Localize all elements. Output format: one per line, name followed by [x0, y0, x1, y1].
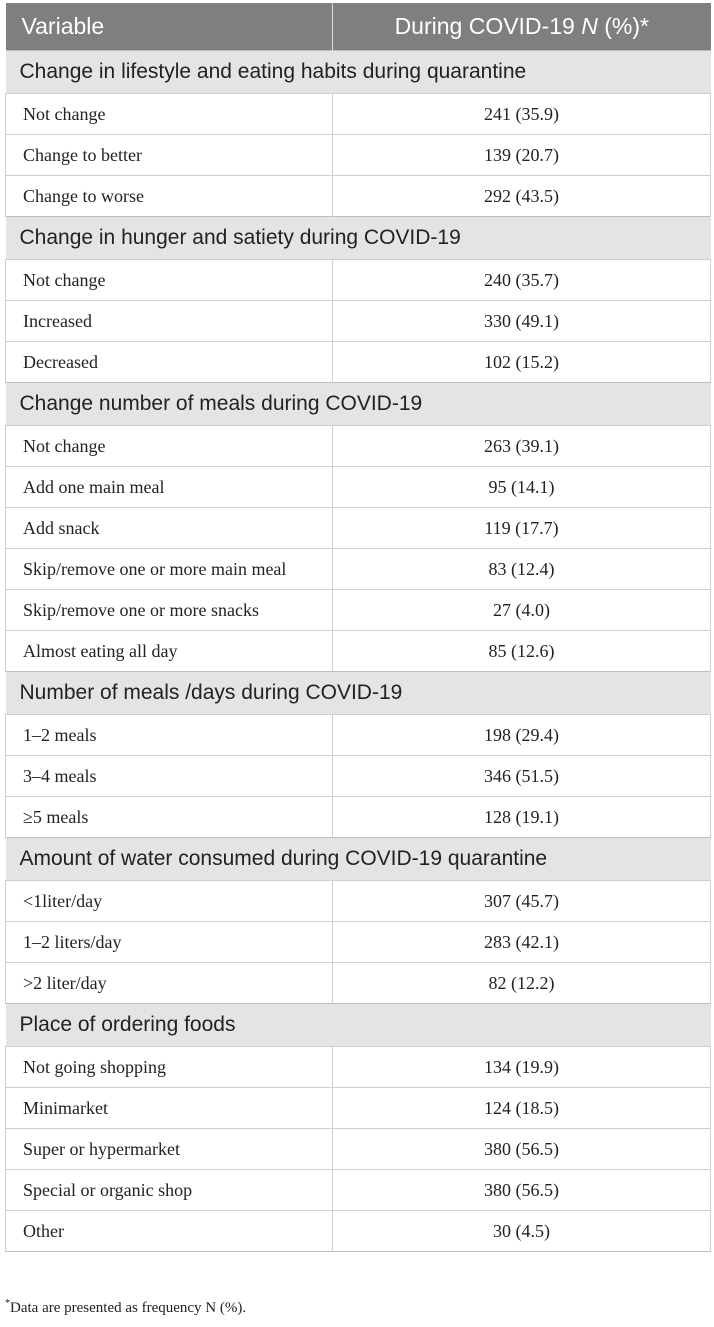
- row-label: Change to worse: [6, 176, 333, 217]
- row-value: 346 (51.5): [333, 756, 711, 797]
- table-row: [6, 756, 711, 797]
- table-row: [6, 922, 711, 963]
- footnote: [5, 1298, 246, 1317]
- row-label: Decreased: [6, 342, 333, 383]
- row-label: Super or hypermarket: [6, 1129, 333, 1170]
- row-value: 27 (4.0): [333, 590, 711, 631]
- row-value: 263 (39.1): [333, 426, 711, 467]
- section-row: [6, 838, 711, 881]
- data-table: [5, 3, 711, 1252]
- row-value: 85 (12.6): [333, 631, 711, 672]
- table-row: [6, 1170, 711, 1211]
- row-value: 95 (14.1): [333, 467, 711, 508]
- row-value: 134 (19.9): [333, 1047, 711, 1088]
- table-row: [6, 1047, 711, 1088]
- row-label: Change to better: [6, 135, 333, 176]
- row-value: 124 (18.5): [333, 1088, 711, 1129]
- section-title: Number of meals /days during COVID-19: [6, 672, 711, 715]
- row-label: ≥5 meals: [6, 797, 333, 838]
- row-label: Add one main meal: [6, 467, 333, 508]
- row-value: 83 (12.4): [333, 549, 711, 590]
- row-label: Not change: [6, 94, 333, 135]
- section-row: [6, 383, 711, 426]
- row-value: 330 (49.1): [333, 301, 711, 342]
- section-title: Amount of water consumed during COVID-19 quarantine: [6, 838, 711, 881]
- row-value: 380 (56.5): [333, 1129, 711, 1170]
- row-value: 307 (45.7): [333, 881, 711, 922]
- row-value: 240 (35.7): [333, 260, 711, 301]
- table-row: [6, 1088, 711, 1129]
- row-label: >2 liter/day: [6, 963, 333, 1004]
- section-row: [6, 1004, 711, 1047]
- row-value: 128 (19.1): [333, 797, 711, 838]
- header-during-n: N: [581, 13, 598, 39]
- table-row: [6, 301, 711, 342]
- section-row: [6, 672, 711, 715]
- table-row: [6, 715, 711, 756]
- row-label: Not change: [6, 260, 333, 301]
- row-label: 1–2 liters/day: [6, 922, 333, 963]
- row-label: Increased: [6, 301, 333, 342]
- row-label: Minimarket: [6, 1088, 333, 1129]
- row-value: 380 (56.5): [333, 1170, 711, 1211]
- row-label: Add snack: [6, 508, 333, 549]
- row-label: 3–4 meals: [6, 756, 333, 797]
- row-label: Special or organic shop: [6, 1170, 333, 1211]
- row-label: <1liter/day: [6, 881, 333, 922]
- row-value: 30 (4.5): [333, 1211, 711, 1252]
- section-title: Change in lifestyle and eating habits during quarantine: [6, 51, 711, 94]
- table-row: [6, 426, 711, 467]
- row-value: 119 (17.7): [333, 508, 711, 549]
- table-row: [6, 135, 711, 176]
- header-during-prefix: During COVID-19: [394, 13, 582, 39]
- row-label: Not going shopping: [6, 1047, 333, 1088]
- table-header: [6, 3, 711, 51]
- row-label: Not change: [6, 426, 333, 467]
- row-value: 139 (20.7): [333, 135, 711, 176]
- row-value: 292 (43.5): [333, 176, 711, 217]
- row-label: Other: [6, 1211, 333, 1252]
- table-row: [6, 176, 711, 217]
- footnote-marker: *: [5, 1298, 10, 1309]
- section-row: [6, 51, 711, 94]
- section-title: Place of ordering foods: [6, 1004, 711, 1047]
- table-row: [6, 590, 711, 631]
- header-during-suffix: (%)*: [597, 13, 649, 39]
- row-label: 1–2 meals: [6, 715, 333, 756]
- row-value: 82 (12.2): [333, 963, 711, 1004]
- section-row: [6, 217, 711, 260]
- footnote-text: Data are presented as frequency N (%).: [10, 1300, 247, 1316]
- table-row: [6, 797, 711, 838]
- row-value: 283 (42.1): [333, 922, 711, 963]
- table-row: [6, 94, 711, 135]
- table-body: [6, 51, 711, 1252]
- table-row: [6, 1211, 711, 1252]
- row-label: Skip/remove one or more snacks: [6, 590, 333, 631]
- table-row: [6, 260, 711, 301]
- table-row: [6, 508, 711, 549]
- table-row: [6, 467, 711, 508]
- table-row: [6, 881, 711, 922]
- header-variable: Variable: [6, 3, 333, 51]
- table-row: [6, 631, 711, 672]
- section-title: Change number of meals during COVID-19: [6, 383, 711, 426]
- table-row: [6, 342, 711, 383]
- header-during-covid: [333, 3, 711, 51]
- section-title: Change in hunger and satiety during COVID-19: [6, 217, 711, 260]
- table-row: [6, 1129, 711, 1170]
- table-row: [6, 963, 711, 1004]
- row-value: 102 (15.2): [333, 342, 711, 383]
- table-row: [6, 549, 711, 590]
- row-value: 241 (35.9): [333, 94, 711, 135]
- row-label: Almost eating all day: [6, 631, 333, 672]
- row-value: 198 (29.4): [333, 715, 711, 756]
- row-label: Skip/remove one or more main meal: [6, 549, 333, 590]
